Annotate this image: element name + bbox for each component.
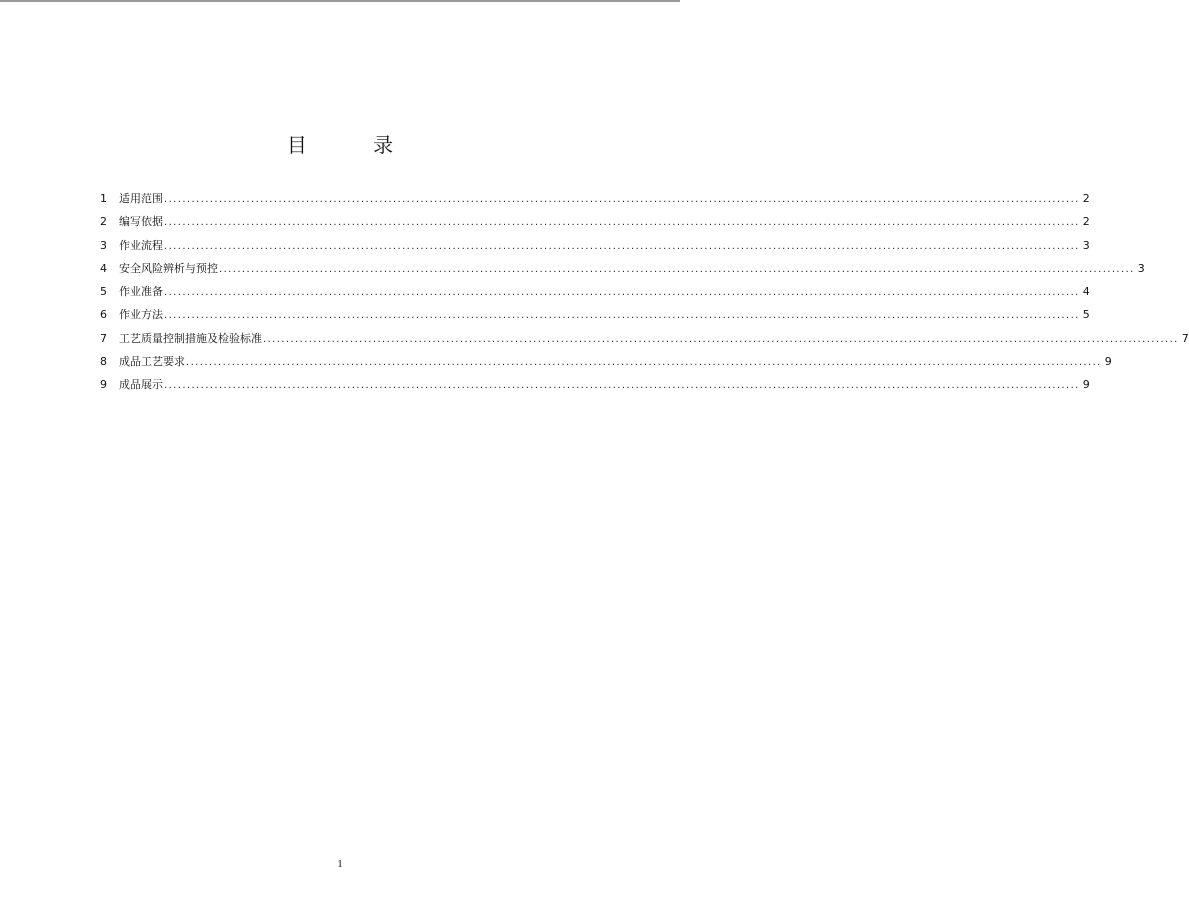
toc-dot-leader: ........................................................................................................................................................................................................ bbox=[219, 263, 1135, 275]
toc-entry[interactable] bbox=[100, 260, 1145, 283]
toc-entry-number: 5 bbox=[100, 285, 107, 299]
toc-entry[interactable] bbox=[100, 376, 1090, 399]
toc-entry-title: 编写依据 bbox=[119, 215, 163, 229]
toc-title: 目 录 bbox=[286, 133, 424, 157]
toc-entry-page: 4 bbox=[1082, 285, 1090, 299]
toc-entry-number: 1 bbox=[100, 192, 107, 205]
toc-entry-title: 成品工艺要求 bbox=[119, 355, 185, 369]
toc-entry-page: 7 bbox=[1181, 331, 1189, 345]
toc-entry-number: 4 bbox=[100, 261, 107, 275]
toc-dot-leader: ........................................................................................................................................................................................................ bbox=[164, 287, 1080, 299]
toc-entry-page: 5 bbox=[1082, 308, 1090, 322]
toc-entry-title: 作业准备 bbox=[119, 285, 163, 299]
table-of-contents bbox=[100, 190, 1189, 400]
toc-entry-title: 工艺质量控制措施及检验标准 bbox=[119, 331, 262, 345]
toc-entry[interactable] bbox=[100, 306, 1090, 329]
toc-entry[interactable] bbox=[100, 330, 1189, 353]
toc-entry-title: 成品展示 bbox=[119, 378, 163, 392]
toc-entry-number: 6 bbox=[100, 308, 107, 322]
toc-dot-leader: ........................................................................................................................................................................................................ bbox=[164, 310, 1080, 322]
toc-entry-number: 8 bbox=[100, 355, 107, 369]
toc-entry-page: 2 bbox=[1082, 192, 1090, 205]
toc-entry[interactable] bbox=[100, 353, 1112, 376]
toc-dot-leader: ........................................................................................................................................................................................................ bbox=[263, 333, 1179, 345]
page-number: 1 bbox=[337, 858, 343, 870]
toc-entry-page: 9 bbox=[1104, 355, 1112, 369]
page-top-border bbox=[0, 0, 680, 2]
toc-entry-title: 适用范围 bbox=[119, 192, 163, 205]
toc-entry-number: 7 bbox=[100, 331, 107, 345]
toc-entry-page: 3 bbox=[1137, 261, 1145, 275]
toc-entry-page: 2 bbox=[1082, 215, 1090, 229]
toc-dot-leader: ........................................................................................................................................................................................................ bbox=[164, 380, 1080, 392]
toc-dot-leader: ........................................................................................................................................................................................................ bbox=[164, 217, 1080, 229]
toc-entry-number: 2 bbox=[100, 215, 107, 229]
toc-entry-title: 作业流程 bbox=[119, 238, 163, 252]
toc-entry-title: 作业方法 bbox=[119, 308, 163, 322]
toc-entry[interactable] bbox=[100, 283, 1090, 306]
toc-dot-leader: ........................................................................................................................................................................................................ bbox=[164, 240, 1080, 252]
toc-entry-page: 9 bbox=[1082, 378, 1090, 392]
toc-dot-leader: ........................................................................................................................................................................................................ bbox=[164, 194, 1080, 205]
toc-entry-title: 安全风险辨析与预控 bbox=[119, 261, 218, 275]
toc-entry-number: 3 bbox=[100, 238, 107, 252]
toc-entry[interactable] bbox=[100, 237, 1090, 260]
toc-entry-page: 3 bbox=[1082, 238, 1090, 252]
toc-entry-number: 9 bbox=[100, 378, 107, 392]
toc-dot-leader: ........................................................................................................................................................................................................ bbox=[186, 357, 1102, 369]
toc-entry[interactable] bbox=[100, 190, 1090, 213]
toc-entry[interactable] bbox=[100, 213, 1090, 236]
